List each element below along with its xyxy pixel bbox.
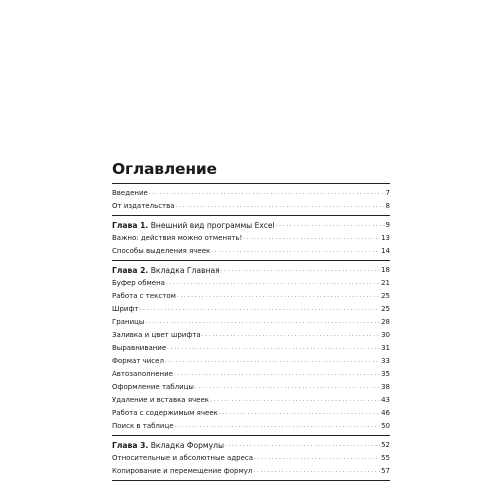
toc-chapter-page: 52 xyxy=(381,441,390,449)
toc-entry-page: 35 xyxy=(381,370,390,378)
toc-entry-label: Заливка и цвет шрифта xyxy=(112,331,201,339)
toc-section-intro xyxy=(112,184,390,216)
toc-entry-label: Шрифт xyxy=(112,305,139,313)
toc-entry[interactable] xyxy=(112,290,390,303)
toc-dot-leader xyxy=(254,452,380,465)
toc-entry[interactable] xyxy=(112,342,390,355)
toc-dot-leader xyxy=(167,342,380,355)
toc-entry-page: 30 xyxy=(381,331,390,339)
toc-dot-leader xyxy=(174,368,380,381)
toc-dot-leader xyxy=(140,303,381,316)
toc-entry[interactable] xyxy=(112,465,390,478)
toc-entry[interactable] xyxy=(112,381,390,394)
toc-entry[interactable] xyxy=(112,245,390,258)
toc-section-chapter-2 xyxy=(112,261,390,436)
toc-entry-label: Способы выделения ячеек xyxy=(112,247,211,255)
toc-entry-page: 38 xyxy=(381,383,390,391)
toc-entry-page: 25 xyxy=(381,305,390,313)
toc-entry[interactable] xyxy=(112,355,390,368)
toc-entry-label: Границы xyxy=(112,318,145,326)
toc-entry[interactable] xyxy=(112,187,390,200)
toc-dot-leader xyxy=(210,394,380,407)
toc-dot-leader xyxy=(145,316,380,329)
toc-dot-leader xyxy=(221,264,380,277)
toc-chapter-title: Вкладка Главная xyxy=(150,266,220,275)
toc-dot-leader xyxy=(253,465,380,478)
toc-entry-label: Копирование и перемещение формул xyxy=(112,467,253,475)
toc-entry-label: Введение xyxy=(112,189,148,197)
toc-dot-leader xyxy=(219,407,380,420)
toc-title: Оглавление xyxy=(112,160,217,178)
toc-chapter-title: Вкладка Формулы xyxy=(150,441,224,450)
toc-entry-page: 50 xyxy=(381,422,390,430)
toc-entry[interactable] xyxy=(112,452,390,465)
table-of-contents xyxy=(112,183,390,481)
toc-dot-leader xyxy=(243,232,380,245)
toc-entry[interactable] xyxy=(112,368,390,381)
toc-entry-label: Автозаполнение xyxy=(112,370,173,378)
toc-entry[interactable] xyxy=(112,303,390,316)
toc-chapter-page: 18 xyxy=(381,266,390,274)
toc-chapter-title: Внешний вид программы Excel xyxy=(150,221,275,230)
toc-chapter-prefix: Глава 2. xyxy=(112,266,149,275)
toc-entry-label: Формат чисел xyxy=(112,357,164,365)
toc-entry-page: 57 xyxy=(381,467,390,475)
toc-dot-leader xyxy=(202,329,380,342)
toc-chapter-entry[interactable] xyxy=(112,219,390,232)
toc-dot-leader xyxy=(195,381,380,394)
toc-entry-page: 25 xyxy=(381,292,390,300)
toc-chapter-prefix: Глава 3. xyxy=(112,441,149,450)
toc-chapter-prefix: Глава 1. xyxy=(112,221,149,230)
toc-entry[interactable] xyxy=(112,277,390,290)
toc-entry-label: Важно: действия можно отменять! xyxy=(112,234,243,242)
toc-chapter-entry[interactable] xyxy=(112,264,390,277)
toc-dot-leader xyxy=(166,277,380,290)
toc-entry-page: 55 xyxy=(381,454,390,462)
toc-entry-page: 46 xyxy=(381,409,390,417)
toc-dot-leader xyxy=(165,355,380,368)
toc-entry-label: Поиск в таблице xyxy=(112,422,174,430)
toc-entry-page: 43 xyxy=(381,396,390,404)
toc-entry-page: 13 xyxy=(381,234,390,242)
toc-entry-page: 21 xyxy=(381,279,390,287)
toc-entry-label: Относительные и абсолютные адреса xyxy=(112,454,254,462)
toc-entry[interactable] xyxy=(112,329,390,342)
toc-dot-leader xyxy=(149,187,385,200)
toc-chapter-page: 9 xyxy=(385,221,390,229)
toc-entry-page: 8 xyxy=(385,202,390,210)
toc-entry-page: 31 xyxy=(381,344,390,352)
toc-entry[interactable] xyxy=(112,420,390,433)
toc-dot-leader xyxy=(175,420,381,433)
toc-entry-label: Работа с текстом xyxy=(112,292,176,300)
toc-dot-leader xyxy=(276,219,385,232)
toc-entry[interactable] xyxy=(112,200,390,213)
toc-section-chapter-3 xyxy=(112,436,390,481)
toc-chapter-label xyxy=(112,264,220,277)
toc-entry-page: 28 xyxy=(381,318,390,326)
toc-entry[interactable] xyxy=(112,316,390,329)
toc-entry-label: От издательства xyxy=(112,202,175,210)
toc-entry-label: Удаление и вставка ячеек xyxy=(112,396,210,404)
toc-entry-page: 33 xyxy=(381,357,390,365)
toc-entry-page: 7 xyxy=(385,189,390,197)
toc-entry-label: Оформление таблицы xyxy=(112,383,194,391)
toc-dot-leader xyxy=(177,290,380,303)
toc-chapter-label xyxy=(112,439,224,452)
toc-dot-leader xyxy=(225,439,380,452)
toc-dot-leader xyxy=(211,245,380,258)
toc-entry-label: Буфер обмена xyxy=(112,279,165,287)
toc-entry-label: Выравнивание xyxy=(112,344,167,352)
toc-entry-page: 14 xyxy=(381,247,390,255)
toc-chapter-entry[interactable] xyxy=(112,439,390,452)
toc-chapter-label xyxy=(112,219,275,232)
toc-dot-leader xyxy=(176,200,385,213)
toc-entry-label: Работа с содержимым ячеек xyxy=(112,409,218,417)
toc-entry[interactable] xyxy=(112,407,390,420)
toc-entry[interactable] xyxy=(112,232,390,245)
toc-entry[interactable] xyxy=(112,394,390,407)
toc-section-chapter-1 xyxy=(112,216,390,261)
